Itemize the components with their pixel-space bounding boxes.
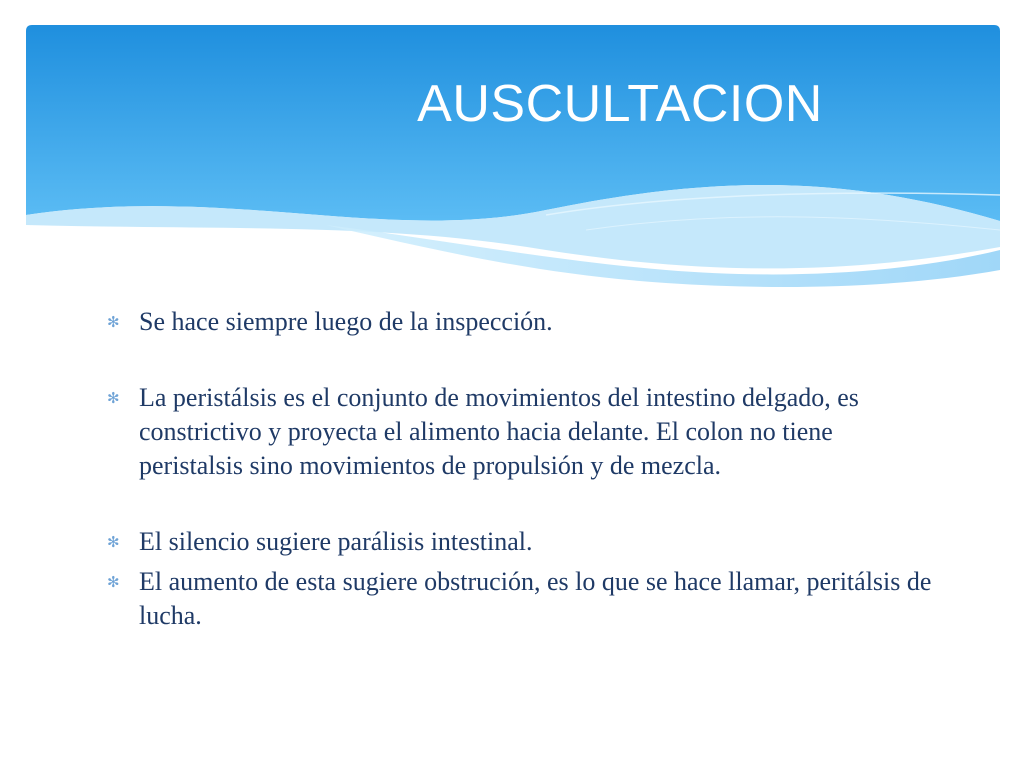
list-item bbox=[105, 525, 935, 559]
bullet-list bbox=[105, 305, 935, 633]
slide-title: AUSCULTACION bbox=[417, 75, 823, 133]
list-item bbox=[105, 565, 935, 633]
asterisk-bullet-icon: ✻ bbox=[107, 573, 120, 591]
header-wave-banner bbox=[26, 25, 1000, 290]
list-item bbox=[105, 381, 935, 483]
list-item bbox=[105, 305, 935, 339]
list-item-text: El silencio sugiere parálisis intestinal. bbox=[139, 527, 533, 556]
list-item-text: El aumento de esta sugiere obstrución, es lo que se hace llamar, peritálsis de lucha. bbox=[139, 567, 932, 630]
asterisk-bullet-icon: ✻ bbox=[107, 533, 120, 551]
list-item-text: La peristálsis es el conjunto de movimientos del intestino delgado, es constrictivo y proyecta el alimento hacia delante. El colon no tiene peristalsis sino movimientos de propulsión y de mezcla. bbox=[139, 383, 859, 480]
header-wave-graphic bbox=[26, 25, 1000, 290]
asterisk-bullet-icon: ✻ bbox=[107, 389, 120, 407]
list-item-text: Se hace siempre luego de la inspección. bbox=[139, 307, 553, 336]
asterisk-bullet-icon: ✻ bbox=[107, 313, 120, 331]
